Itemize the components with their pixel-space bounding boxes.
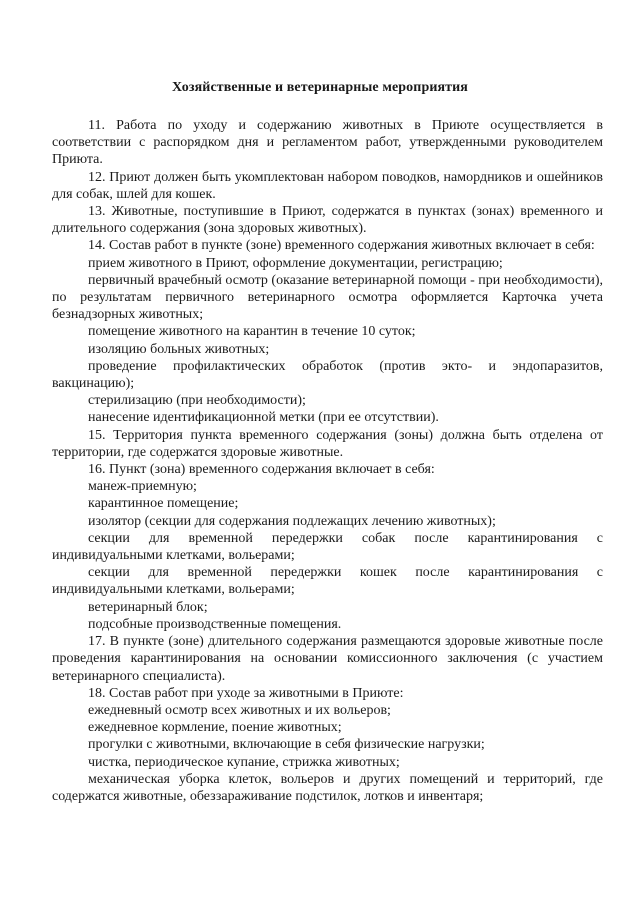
paragraph-14: 14. Состав работ в пункте (зоне) временного содержания животных включает в себя:: [88, 238, 595, 254]
list-item: подсобные производственные помещения.: [88, 616, 342, 632]
paragraph-17: 17. В пункте (зоне) длительного содержания размещаются здоровые животные после проведения карантинирования на основании комиссионного заключения (с участием ветеринарного специалиста).: [52, 634, 603, 684]
list-item: прием животного в Приют, оформление документации, регистрацию;: [88, 255, 503, 271]
paragraph-13: 13. Животные, поступившие в Приют, содержатся в пунктах (зонах) временного и длительного содержания (зона здоровых животных).: [52, 204, 603, 237]
list-item: карантинное помещение;: [88, 496, 239, 512]
document-title: Хозяйственные и ветеринарные мероприятия: [172, 80, 468, 95]
list-item: чистка, периодическое купание, стрижка животных;: [88, 754, 400, 770]
paragraph-15: 15. Территория пункта временного содержания (зоны) должна быть отделена от территории, где содержатся здоровые животные.: [52, 427, 603, 460]
list-item: проведение профилактических обработок (против экто- и эндопаразитов, вакцинацию);: [52, 358, 603, 392]
list-item: механическая уборка клеток, вольеров и других помещений и территорий, где содержатся животные, обеззараживание подстилок, лотков и инвентаря;: [52, 771, 603, 804]
list-item: изолятор (секции для содержания подлежащих лечению животных);: [88, 513, 496, 529]
paragraph-12: 12. Приют должен быть укомплектован набором поводков, намордников и ошейников для собак, шлей для кошек.: [52, 169, 603, 202]
list-item: ежедневный осмотр всех животных и их вольеров;: [88, 702, 391, 718]
list-item: секции для временной передержки кошек после карантинирования с индивидуальными клетками, вольерами;: [52, 565, 603, 598]
list-item: прогулки с животными, включающие в себя физические нагрузки;: [88, 737, 485, 753]
list-item: помещение животного на карантин в течение 10 суток;: [88, 324, 416, 340]
list-item: манеж-приемную;: [88, 479, 197, 495]
paragraph-16: 16. Пункт (зона) временного содержания включает в себя:: [88, 462, 435, 478]
document-body: [52, 117, 603, 805]
list-item: ветеринарный блок;: [88, 599, 208, 615]
list-item: ежедневное кормление, поение животных;: [88, 720, 342, 736]
list-item: первичный врачебный осмотр (оказание ветеринарной помощи - при необходимости), по результатам первичного ветеринарного осмотра оформляется Карточка учета безнадзорных животных;: [52, 272, 603, 323]
list-item: секции для временной передержки собак после карантинирования с индивидуальными клетками, вольерами;: [52, 530, 603, 564]
paragraph-11: 11. Работа по уходу и содержанию животных в Приюте осуществляется в соответствии с распорядком дня и регламентом работ, утвержденными руководителем Приюта.: [52, 118, 603, 168]
list-item: изоляцию больных животных;: [88, 341, 270, 357]
paragraph-18: 18. Состав работ при уходе за животными в Приюте:: [88, 685, 404, 701]
list-item: стерилизацию (при необходимости);: [88, 393, 306, 409]
list-item: нанесение идентификационной метки (при ее отсутствии).: [88, 410, 439, 426]
